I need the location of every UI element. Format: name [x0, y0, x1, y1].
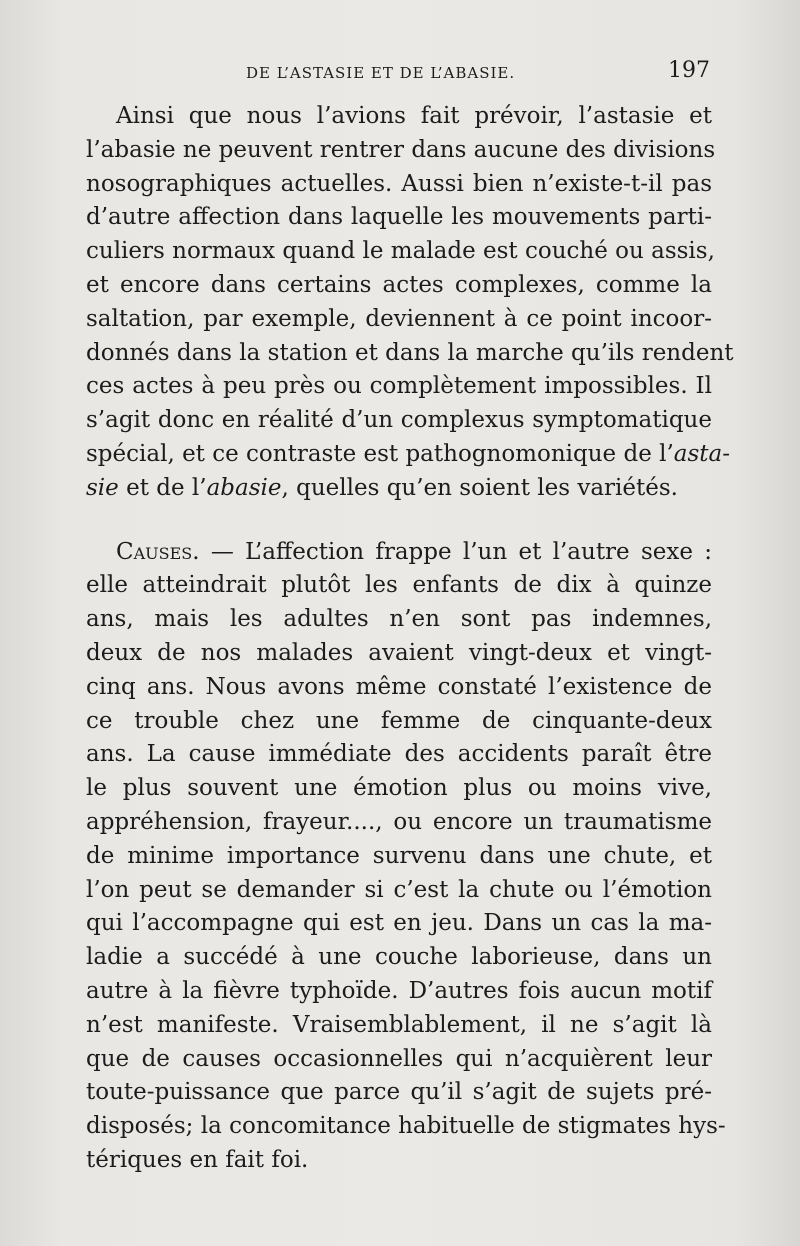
text-line: tériques en fait foi.: [86, 1146, 309, 1173]
text-line: cinq ans. Nous avons même constaté l’existence de: [86, 673, 712, 700]
text-line: toute-puissance que parce qu’il s’agit de sujets pré-: [86, 1079, 712, 1106]
text-line: elle atteindrait plutôt les enfants de dix à quinze: [86, 572, 712, 599]
text-line: l’on peut se demander si c’est la chute ou l’émotion: [86, 876, 712, 903]
page-number: 197: [668, 58, 710, 83]
text-line: ladie a succédé à une couche laborieuse, dans un: [86, 944, 712, 971]
italic-term: abasie: [206, 474, 282, 501]
text-line: donnés dans la station et dans la marche qu’ils rendent: [86, 339, 734, 366]
text-line: l’abasie ne peuvent rentrer dans aucune des divisions: [86, 136, 716, 163]
text-line: culiers normaux quand le malade est couché ou assis,: [86, 238, 715, 265]
text-fragment: et de l’: [118, 474, 207, 501]
text-line: nosographiques actuelles. Aussi bien n’existe-t-il pas: [86, 170, 712, 197]
text-line: et encore dans certains actes complexes, comme la: [86, 271, 712, 298]
text-line: ce trouble chez une femme de cinquante-deux: [86, 707, 712, 734]
running-title: DE L’ASTASIE ET DE L’ABASIE.: [246, 64, 516, 82]
text-line: ans, mais les adultes n’en sont pas indemnes,: [86, 606, 712, 633]
section-heading: Causes.: [116, 538, 200, 565]
text-line: le plus souvent une émotion plus ou moins vive,: [86, 775, 712, 802]
italic-term: asta-: [673, 440, 731, 467]
text-line: saltation, par exemple, deviennent à ce point incoor-: [86, 305, 712, 332]
body-text: [86, 100, 734, 1178]
text-line: autre à la fièvre typhoïde. D’autres fois aucun motif: [86, 977, 712, 1004]
italic-term: sie: [86, 474, 119, 501]
text-line: [86, 536, 712, 570]
text-fragment: — L’affection frappe l’un et l’autre sexe :: [199, 538, 712, 565]
text-line: Ainsi que nous l’avions fait prévoir, l’astasie et: [116, 103, 712, 129]
text-line: disposés; la concomitance habituelle de stigmates hys-: [86, 1113, 726, 1140]
text-line: ans. La cause immédiate des accidents paraît être: [86, 741, 712, 768]
text-fragment: , quelles qu’en soient les variétés.: [281, 474, 678, 501]
text-line: ces actes à peu près ou complètement impossibles. Il: [86, 373, 712, 400]
text-line: [86, 438, 731, 472]
paragraph-gap: [86, 506, 712, 536]
text-line: s’agit donc en réalité d’un complexus symptomatique: [86, 407, 712, 434]
text-line: n’est manifeste. Vraisemblablement, il ne s’agit là: [86, 1011, 712, 1038]
text-line: appréhension, frayeur...., ou encore un traumatisme: [86, 808, 712, 835]
text-line: d’autre affection dans laquelle les mouvements parti-: [86, 204, 712, 231]
text-line: qui l’accompagne qui est en jeu. Dans un cas la ma-: [86, 910, 712, 937]
text-fragment: spécial, et ce contraste est pathognomonique de l’: [86, 440, 674, 467]
text-line: deux de nos malades avaient vingt-deux et vingt-: [86, 639, 712, 666]
text-line: que de causes occasionnelles qui n’acquièrent leur: [86, 1045, 712, 1072]
text-line: de minime importance survenu dans une chute, et: [86, 842, 712, 869]
text-line: [86, 472, 712, 506]
running-head: [0, 58, 800, 90]
